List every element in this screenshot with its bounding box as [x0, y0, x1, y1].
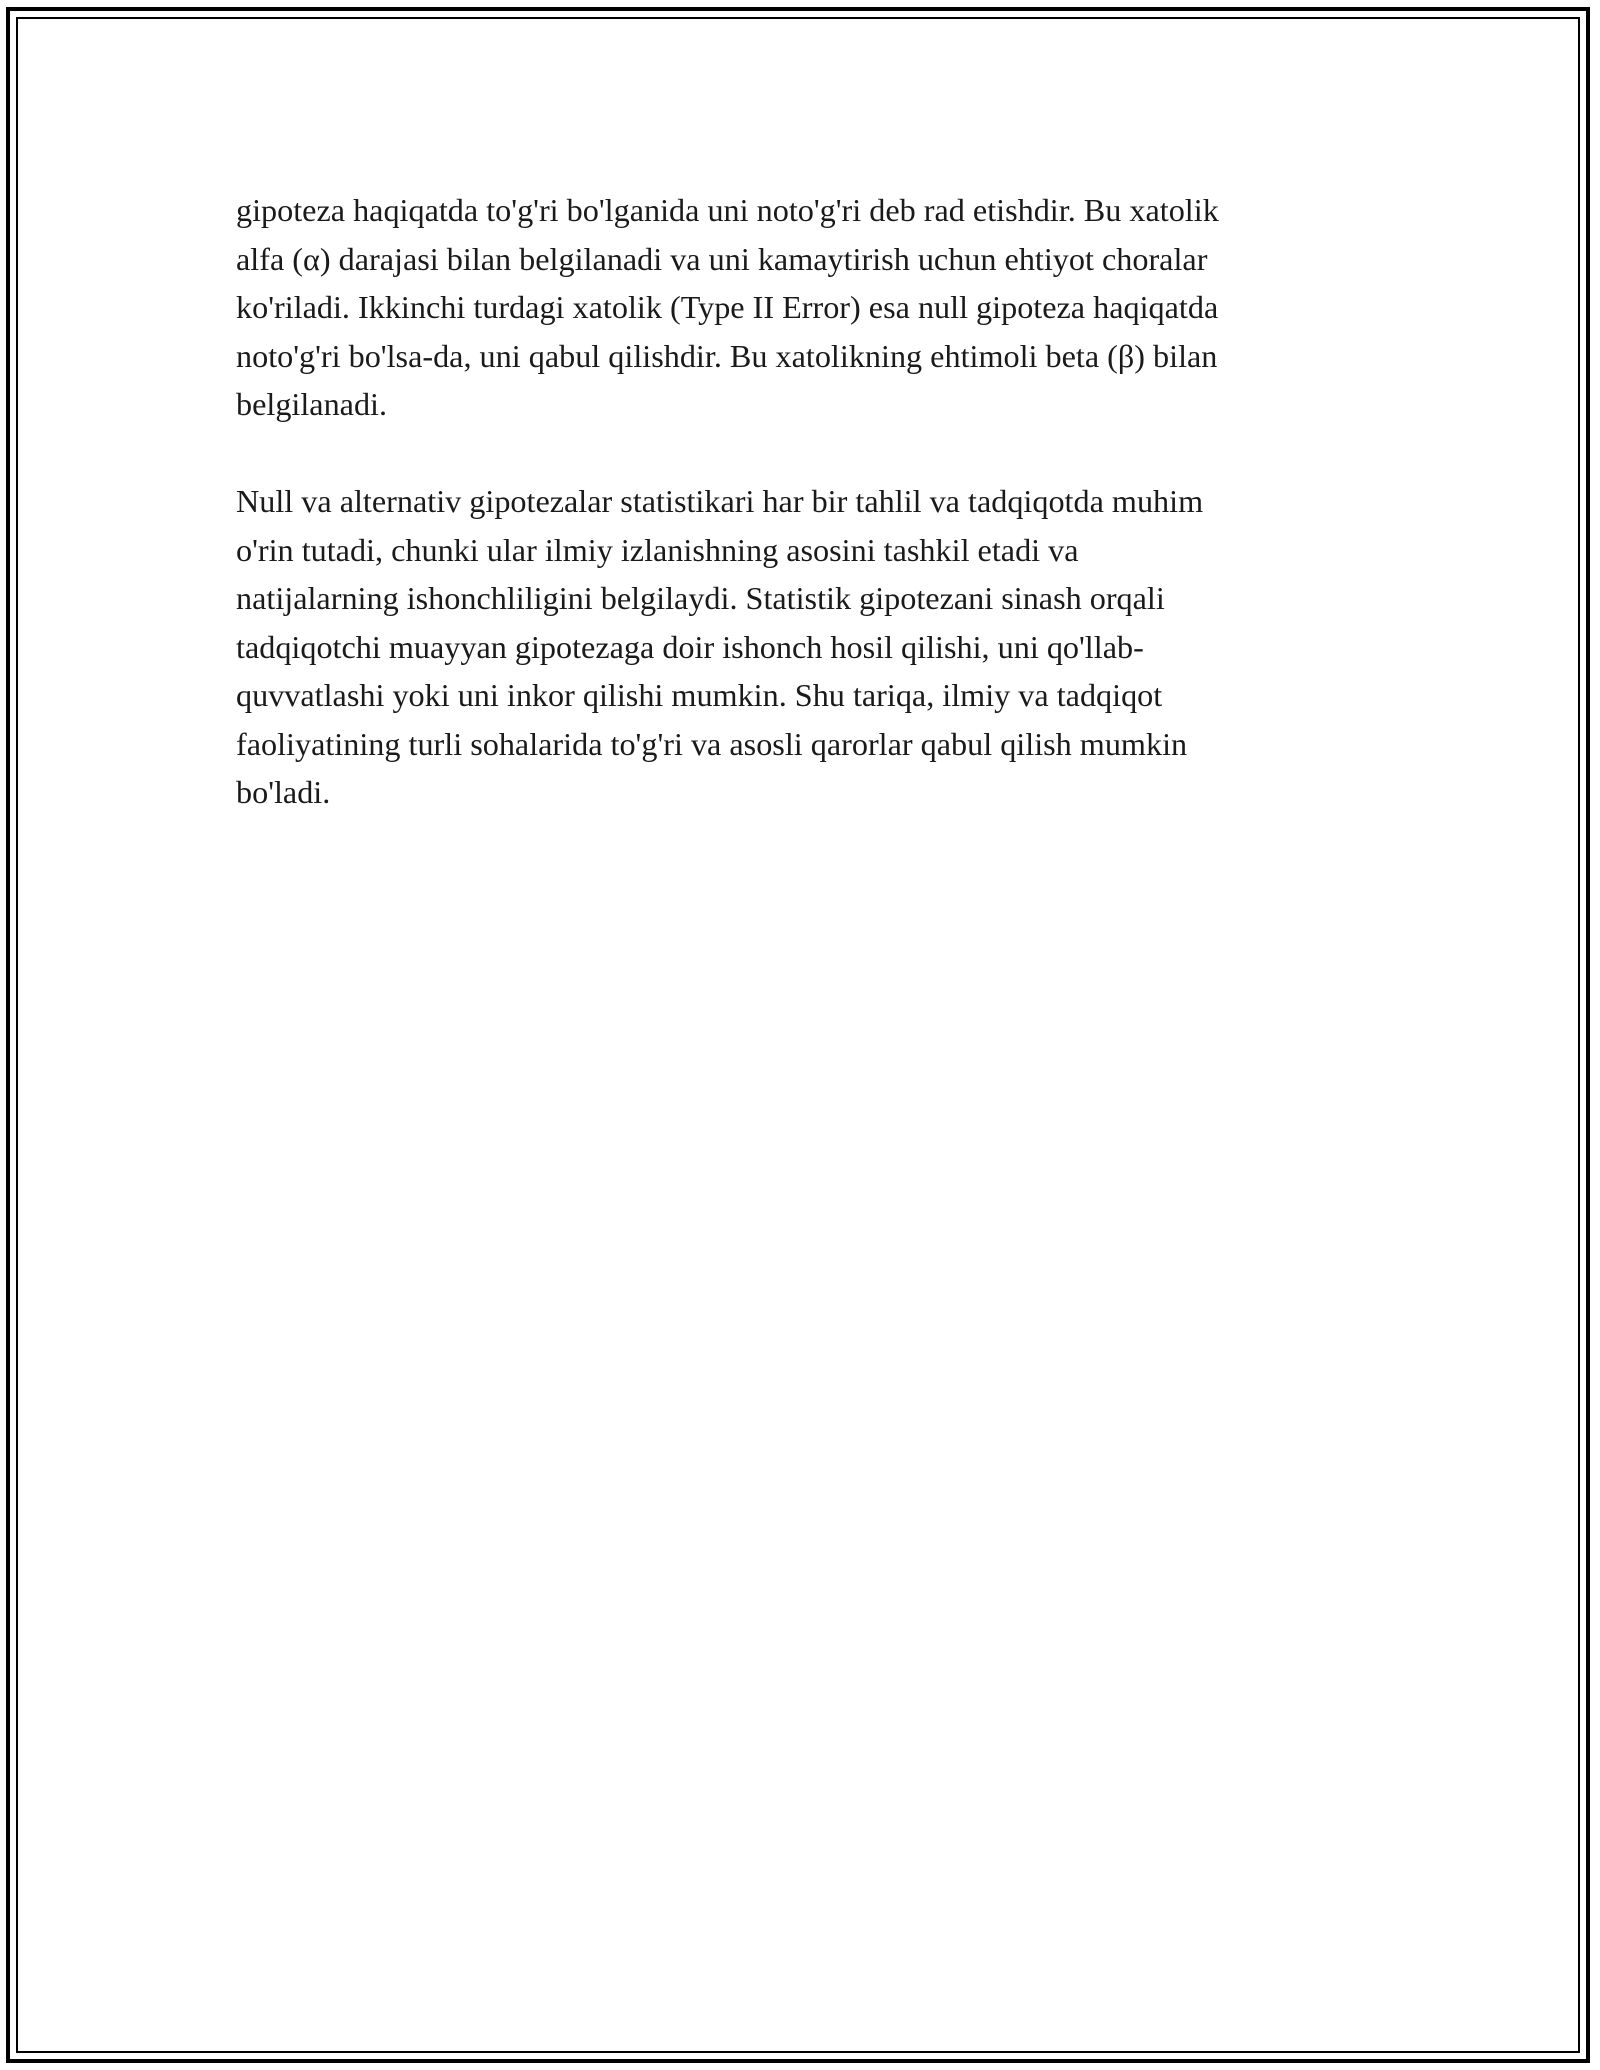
document-body — [236, 186, 1376, 817]
paragraph-hypotheses-importance: Null va alternativ gipotezalar statistikari har bir tahlil va tadqiqotda muhim o'rin tutadi, chunki ular ilmiy izlanishning asosini tashkil etadi va natijalarning ishonchliligini belgilaydi. Statistik gipotezani sinash orqali tadqiqotchi muayyan gipotezaga doir ishonch hosil qilishi, uni qo'llab- quvvatlashi yoki uni inkor qilishi mumkin. Shu tariqa, ilmiy va tadqiqot faoliyatining turli sohalarida to'g'ri va asosli qarorlar qabul qilish mumkin bo'ladi. — [236, 483, 1204, 810]
paragraph-type-errors: gipoteza haqiqatda to'g'ri bo'lganida uni noto'g'ri deb rad etishdir. Bu xatolik alfa (α) darajasi bilan belgilanadi va uni kamaytirish uchun ehtiyot choralar ko'riladi. Ikkinchi turdagi xatolik (Type II Error) esa null gipoteza haqiqatda noto'g'ri bo'lsa-da, uni qabul qilishdir. Bu xatolikning ehtimoli beta (β) bilan belgilanadi. — [236, 192, 1219, 422]
